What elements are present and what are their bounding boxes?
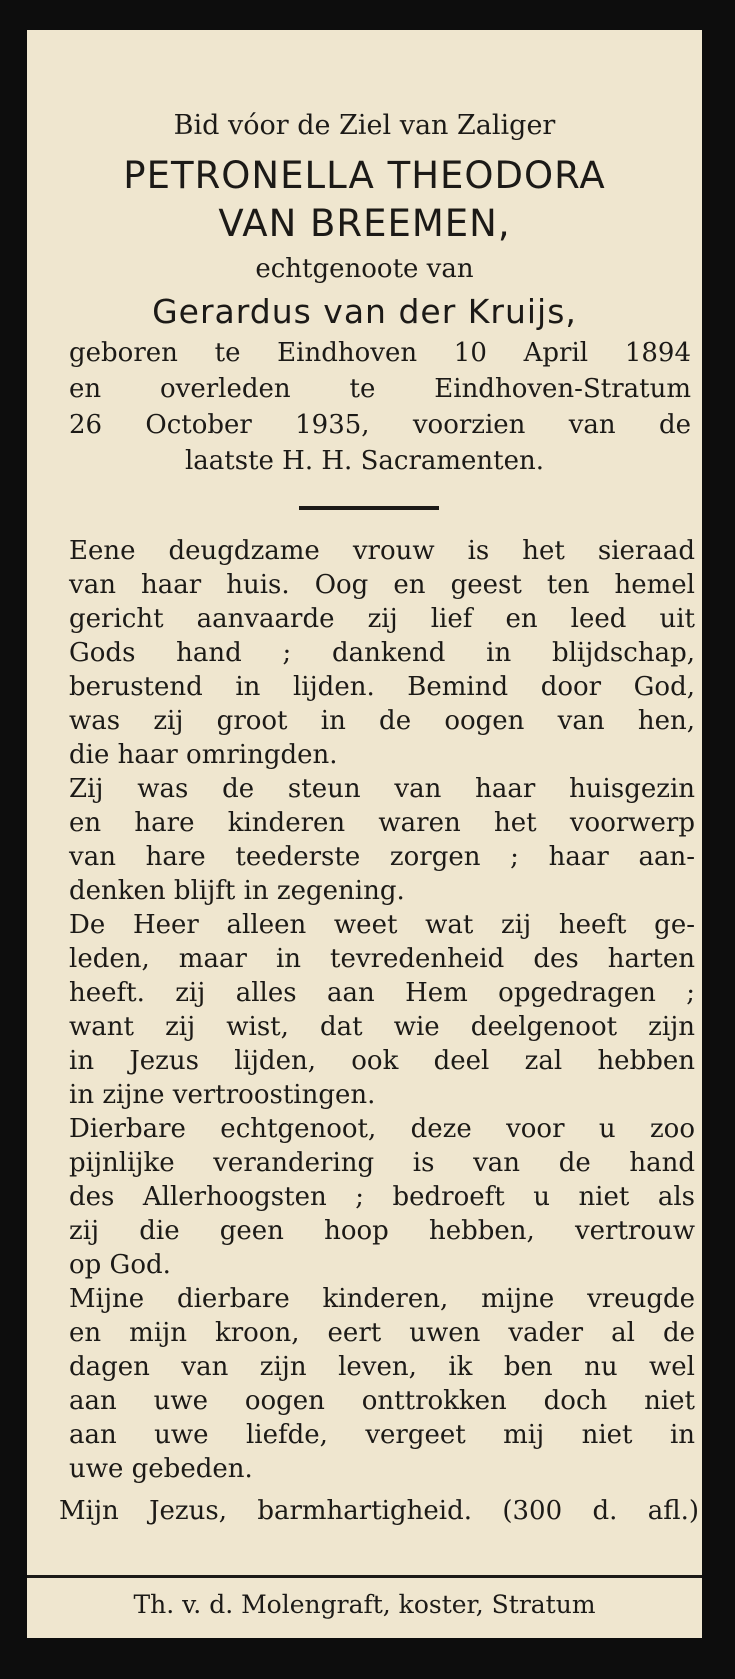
memorial-card xyxy=(27,30,702,1638)
text-line: Gods hand ; dankend in blijdschap, xyxy=(69,638,695,668)
spouse-name: Gerardus van der Kruijs, xyxy=(152,292,577,331)
text-line: op God. xyxy=(69,1250,171,1280)
sacraments-line: laatste H. H. Sacramenten. xyxy=(184,446,545,476)
text-line: aan uwe liefde, vergeet mij niet in xyxy=(69,1420,695,1450)
text-line: uwe gebeden. xyxy=(69,1454,253,1484)
text-line: want zij wist, dat wie deelgenoot zijn xyxy=(69,1012,695,1042)
birth-line: geboren te Eindhoven 10 April 1894 xyxy=(69,338,691,368)
text-line: Eene deugdzame vrouw is het sieraad xyxy=(69,536,695,566)
text-line: Mijne dierbare kinderen, mijne vreugde xyxy=(69,1284,695,1314)
text-line: aan uwe oogen onttrokken doch niet xyxy=(69,1386,695,1416)
text-line: zij die geen hoop hebben, vertrouw xyxy=(69,1216,695,1246)
text-line: dagen van zijn leven, ik ben nu wel xyxy=(69,1352,695,1382)
text-line: was zij groot in de oogen van hen, xyxy=(69,706,695,736)
text-line: Dierbare echtgenoot, deze voor u zoo xyxy=(69,1114,695,1144)
text-line: Zij was de steun van haar huisgezin xyxy=(69,774,695,804)
closing-prayer: Mijn Jezus, barmhartigheid. (300 d. afl.) xyxy=(59,1496,699,1526)
text-line: heeft. zij alles aan Hem opgedragen ; xyxy=(69,978,695,1008)
text-line: van haar huis. Oog en geest ten hemel xyxy=(69,570,695,600)
relation-text: echtgenoote van xyxy=(255,254,474,284)
text-line: gericht aanvaarde zij lief en leed uit xyxy=(69,604,695,634)
divider-line xyxy=(299,506,439,510)
footer-rule xyxy=(27,1575,702,1578)
date-line: 26 October 1935, voorzien van de xyxy=(69,410,691,440)
text-line: van hare teederste zorgen ; haar aan- xyxy=(69,842,695,872)
text-line: en mijn kroon, eert uwen vader al de xyxy=(69,1318,695,1348)
text-line: denken blijft in zegening. xyxy=(69,876,405,906)
text-line: en hare kinderen waren het voorwerp xyxy=(69,808,695,838)
text-line: berustend in lijden. Bemind door God, xyxy=(69,672,695,702)
text-line: in Jezus lijden, ook deel zal hebben xyxy=(69,1046,695,1076)
text-line: pijnlijke verandering is van de hand xyxy=(69,1148,695,1178)
printer-credit: Th. v. d. Molengraft, koster, Stratum xyxy=(133,1590,596,1619)
text-line: De Heer alleen weet wat zij heeft ge- xyxy=(69,910,695,940)
text-line: des Allerhoogsten ; bedroeft u niet als xyxy=(69,1182,695,1212)
text-line: die haar omringden. xyxy=(69,740,338,770)
deceased-name-line-1: PETRONELLA THEODORA xyxy=(123,154,606,197)
text-line: leden, maar in tevredenheid des harten xyxy=(69,944,695,974)
text-line: in zijne vertroostingen. xyxy=(69,1080,376,1110)
prayer-line: Bid vóor de Ziel van Zaliger xyxy=(173,110,556,141)
deceased-name-line-2: VAN BREEMEN, xyxy=(218,202,511,245)
death-line: en overleden te Eindhoven-Stratum xyxy=(69,374,691,404)
